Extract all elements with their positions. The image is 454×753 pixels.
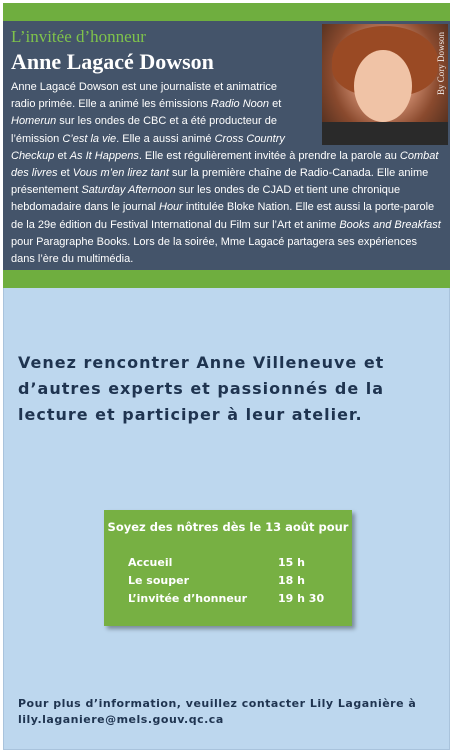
schedule-time: 19 h 30 xyxy=(278,592,325,605)
bio-text: pour Paragraphe Books. Lors de la soirée, Mme Lagacé partagera ses expériences dans l’ère du multimédia. xyxy=(11,235,418,266)
schedule-label: L’invitée d’honneur xyxy=(128,592,248,605)
bio-text: radio primée. Elle a animé les émissions xyxy=(11,98,211,111)
invitation-headline: Venez rencontrer Anne Villeneuve et d’autres experts et passionnés de la lecture et participer à leur atelier. xyxy=(18,353,385,424)
bio-text: sur la première chaîne de Radio-Canada. Elle anime présentement xyxy=(11,167,429,197)
guest-bio xyxy=(11,79,443,268)
show-title: Combat des livres xyxy=(11,149,439,180)
top-accent-bar xyxy=(3,3,450,21)
show-title: Checkup xyxy=(11,149,55,162)
schedule-time: 15 h xyxy=(278,556,305,569)
bio-line-3 xyxy=(11,113,315,130)
show-title: As It Happens xyxy=(69,149,139,162)
guest-name: Anne Lagacé Dowson xyxy=(11,49,214,74)
bio-text: et xyxy=(54,149,70,162)
bio-text: . Elle est régulièrement invitée à prendre la parole au xyxy=(138,149,400,162)
schedule-row xyxy=(128,574,348,590)
schedule-box xyxy=(104,510,352,626)
guest-profile-box xyxy=(3,21,450,270)
show-title: Vous m’en lirez tant xyxy=(72,167,169,180)
schedule-row xyxy=(128,592,348,608)
bio-line-4 xyxy=(11,131,315,148)
show-title: Hour xyxy=(159,201,183,214)
show-title: Homerun xyxy=(11,115,57,128)
schedule-title: Soyez des nôtres dès le 13 août pour xyxy=(107,520,349,534)
show-title: C’est la vie xyxy=(62,132,117,145)
middle-accent-bar xyxy=(3,270,450,288)
schedule-time: 18 h xyxy=(278,574,305,587)
bio-text: sur les ondes de CBC et a été producteur de xyxy=(56,115,277,128)
bio-text: sur les ondes de CJAD et tient une chronique hebdomadaire dans le journal xyxy=(11,184,401,214)
bio-line-2 xyxy=(11,96,315,113)
photo-credit: By Cory Dowson xyxy=(436,32,446,96)
schedule-label: Accueil xyxy=(128,556,173,569)
schedule-label: Le souper xyxy=(128,574,189,587)
schedule-row xyxy=(128,556,348,572)
bio-line-1: Anne Lagacé Dowson est une journaliste et animatrice xyxy=(11,81,277,93)
bio-text: l’émission xyxy=(11,132,63,145)
guest-kicker: L’invitée d’honneur xyxy=(11,27,146,46)
show-title: Cross Country xyxy=(214,132,285,145)
bio-text: et xyxy=(269,98,282,111)
bio-rest xyxy=(11,150,441,265)
show-title: Books and Breakfast xyxy=(339,218,441,231)
contact-info: Pour plus d’information, veuillez contacter Lily Laganière à lily.laganiere@mels.gouv.qc.ca xyxy=(18,697,417,726)
bio-text: et xyxy=(57,167,73,180)
show-title: Saturday Afternoon xyxy=(81,184,176,197)
bio-text: intitulée Bloke Nation. Elle est aussi la porte-parole de la 29e édition du Festival International du Film sur l’Art et anime xyxy=(11,201,435,231)
show-title: Radio Noon xyxy=(210,98,270,111)
bio-text: . Elle a aussi animé xyxy=(116,132,215,145)
